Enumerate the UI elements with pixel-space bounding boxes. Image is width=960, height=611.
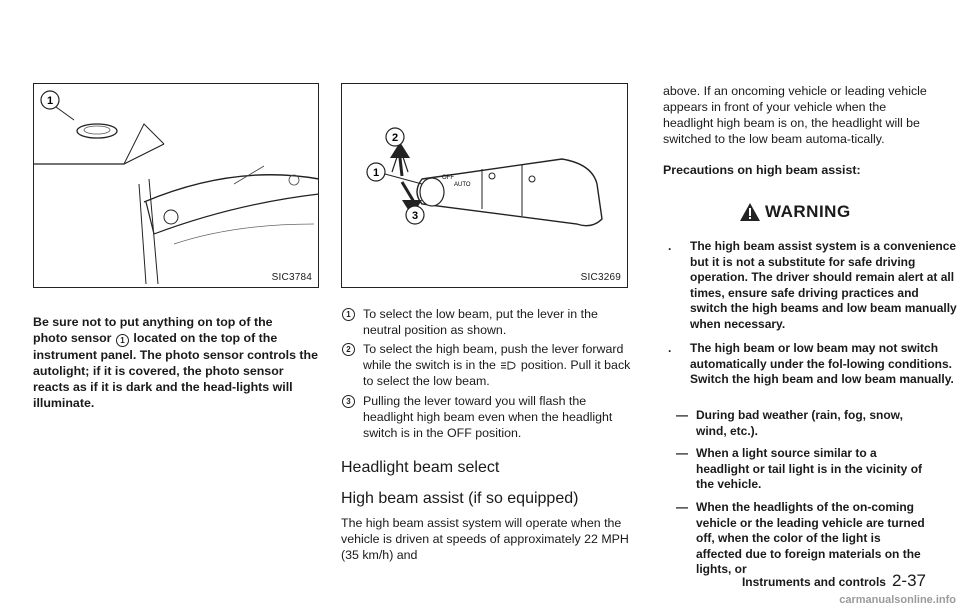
figure-headlight-lever xyxy=(341,83,628,288)
page-footer xyxy=(742,571,926,591)
step-flash: 3 Pulling the lever toward you will flash the headlight high beam even when the headlight switch is in the OFF position. xyxy=(341,393,635,443)
svg-text:1: 1 xyxy=(46,95,54,107)
warning-label: WARNING xyxy=(765,202,851,221)
condition-item: — During bad weather (rain, fog, snow, wind, etc.). xyxy=(676,408,903,438)
watermark: carmanualsonline.info xyxy=(839,594,956,606)
step-high-beam: 2 To select the high beam, push the lever forward while the switch is in the position. Pull it back to select the low beam. xyxy=(341,341,635,391)
svg-text:OFF: OFF xyxy=(442,175,454,181)
svg-text:AUTO: AUTO xyxy=(454,182,471,188)
step-marker: 2 xyxy=(342,343,355,356)
condition-item: — When the headlights of the on-coming vehicle or the leading vehicle are turned off, when the color of the light is affected due to foreign materials on the lights, or xyxy=(676,500,925,577)
heading-high-beam-assist: High beam assist (if so equipped) xyxy=(341,490,579,507)
warning-triangle-icon xyxy=(739,202,761,222)
heading-beam-select: Headlight beam select xyxy=(341,459,500,476)
svg-text:2: 2 xyxy=(391,132,399,144)
headlight-lever-illustration xyxy=(342,84,629,289)
page-number: 2-37 xyxy=(891,571,926,590)
footer-section: Instruments and controls xyxy=(741,575,886,589)
svg-text:3: 3 xyxy=(411,210,419,222)
figure-code: SIC3784 xyxy=(271,272,312,283)
figure-photo-sensor xyxy=(33,83,319,288)
photo-sensor-illustration xyxy=(34,84,320,289)
svg-text:1: 1 xyxy=(372,167,380,179)
hba-paragraph-start: The high beam assist system will operate when the vehicle is driven at speeds of approximately 22 MPH (35 km/h) and xyxy=(341,516,629,562)
condition-item: — When a light source similar to a headlight or tail light is in the vicinity of the vehicle. xyxy=(676,446,923,492)
step-low-beam: 1 To select the low beam, put the lever in the neutral position as shown. xyxy=(341,306,635,340)
step-marker: 1 xyxy=(342,308,355,321)
figure-code: SIC3269 xyxy=(580,272,621,283)
photo-sensor-paragraph: Be sure not to put anything on top of the photo sensor 1 located on the top of the instrument panel. The photo sensor controls the autolight; if it is covered, the photo sensor reacts as if it is dark and the head-lights will illuminate. xyxy=(33,315,319,410)
hba-paragraph-continued: above. If an oncoming vehicle or leading vehicle appears in front of your vehicle when the headlight high beam is on, the headlight will be switched to the low beam automa-tically. xyxy=(663,84,927,146)
warning-bullet: . The high beam assist system is a convenience but it is not a substitute for safe driving operation. The driver should remain alert at all times, ensure safe driving practices and switch the high beams and low beam manually when necessary. xyxy=(668,239,957,331)
callout-marker: 1 xyxy=(116,334,129,347)
headlight-symbol-icon xyxy=(499,358,517,367)
step-marker: 3 xyxy=(342,395,355,408)
warning-bullet: . The high beam or low beam may not switch automatically under the fol-lowing conditions. Switch the high beam and low beam manually. xyxy=(668,341,954,387)
precautions-label: Precautions on high beam assist: xyxy=(663,163,861,177)
warning-header xyxy=(663,200,960,224)
